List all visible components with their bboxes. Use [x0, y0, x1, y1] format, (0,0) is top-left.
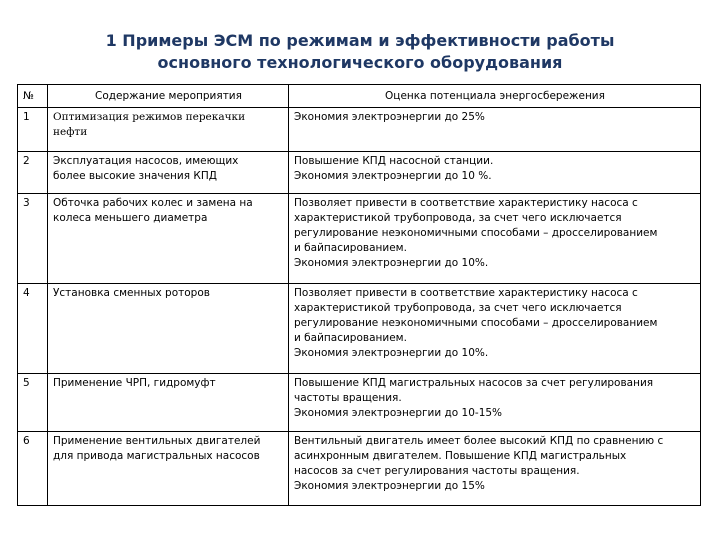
effect-line: Позволяет привести в соответствие характеристику насоса с	[294, 197, 638, 209]
row-action	[48, 432, 289, 506]
action-line: для привода магистральных насосов	[53, 450, 260, 462]
effect-line: регулирование неэкономичными способами – дросселированием	[294, 227, 658, 239]
action-line: Оптимизация режимов перекачки	[53, 111, 246, 123]
row-effect	[289, 374, 701, 432]
row-effect	[289, 432, 701, 506]
action-line: Применение ЧРП, гидромуфт	[53, 377, 216, 389]
effect-line: регулирование неэкономичными способами – дросселированием	[294, 317, 658, 329]
effect-line: и байпасированием.	[294, 332, 407, 344]
table-header-row	[18, 85, 701, 108]
action-line: Эксплуатация насосов, имеющих	[53, 155, 239, 167]
row-number: 6	[18, 432, 48, 506]
table-row	[18, 432, 701, 506]
effect-line: Повышение КПД насосной станции.	[294, 155, 494, 167]
table-row	[18, 108, 701, 152]
row-number: 4	[18, 284, 48, 374]
row-number: 2	[18, 152, 48, 194]
table-row	[18, 152, 701, 194]
action-line: колеса меньшего диаметра	[53, 212, 208, 224]
header-number: №	[18, 85, 48, 108]
action-line: более высокие значения КПД	[53, 170, 217, 182]
effect-line: характеристикой трубопровода, за счет чего исключается	[294, 212, 622, 224]
effect-line: частоты вращения.	[294, 392, 402, 404]
action-line: нефти	[53, 126, 88, 138]
row-action	[48, 284, 289, 374]
action-line: Применение вентильных двигателей	[53, 435, 261, 447]
row-action	[48, 108, 289, 152]
row-number: 1	[18, 108, 48, 152]
table-row	[18, 284, 701, 374]
effect-line: Экономия электроэнергии до 10 %.	[294, 170, 492, 182]
action-line: Обточка рабочих колес и замена на	[53, 197, 253, 209]
effect-line: асинхронным двигателем. Повышение КПД магистральных	[294, 450, 627, 462]
row-effect	[289, 194, 701, 284]
effect-line: Экономия электроэнергии до 10%.	[294, 347, 489, 359]
row-action	[48, 374, 289, 432]
effect-line: Позволяет привести в соответствие характеристику насоса с	[294, 287, 638, 299]
effect-line: Повышение КПД магистральных насосов за счет регулирования	[294, 377, 654, 389]
effect-line: Экономия электроэнергии до 10%.	[294, 257, 489, 269]
action-line: Установка сменных роторов	[53, 287, 210, 299]
row-action	[48, 152, 289, 194]
header-action: Содержание мероприятия	[48, 85, 289, 108]
row-number: 5	[18, 374, 48, 432]
table-row	[18, 194, 701, 284]
measures-table	[17, 84, 701, 506]
header-effect: Оценка потенциала энергосбережения	[289, 85, 701, 108]
effect-line: характеристикой трубопровода, за счет чего исключается	[294, 302, 622, 314]
effect-line: Экономия электроэнергии до 25%	[294, 111, 485, 123]
row-action	[48, 194, 289, 284]
slide-title	[60, 30, 660, 74]
title-line-2: основного технологического оборудования	[157, 53, 563, 72]
effect-line: Экономия электроэнергии до 10-15%	[294, 407, 503, 419]
row-effect	[289, 284, 701, 374]
row-effect	[289, 108, 701, 152]
row-number: 3	[18, 194, 48, 284]
effect-line: и байпасированием.	[294, 242, 407, 254]
effect-line: Вентильный двигатель имеет более высокий КПД по сравнению с	[294, 435, 664, 447]
effect-line: Экономия электроэнергии до 15%	[294, 480, 485, 492]
row-effect	[289, 152, 701, 194]
table-row	[18, 374, 701, 432]
effect-line: насосов за счет регулирования частоты вращения.	[294, 465, 580, 477]
title-line-1: 1 Примеры ЭСМ по режимам и эффективности работы	[105, 31, 615, 50]
